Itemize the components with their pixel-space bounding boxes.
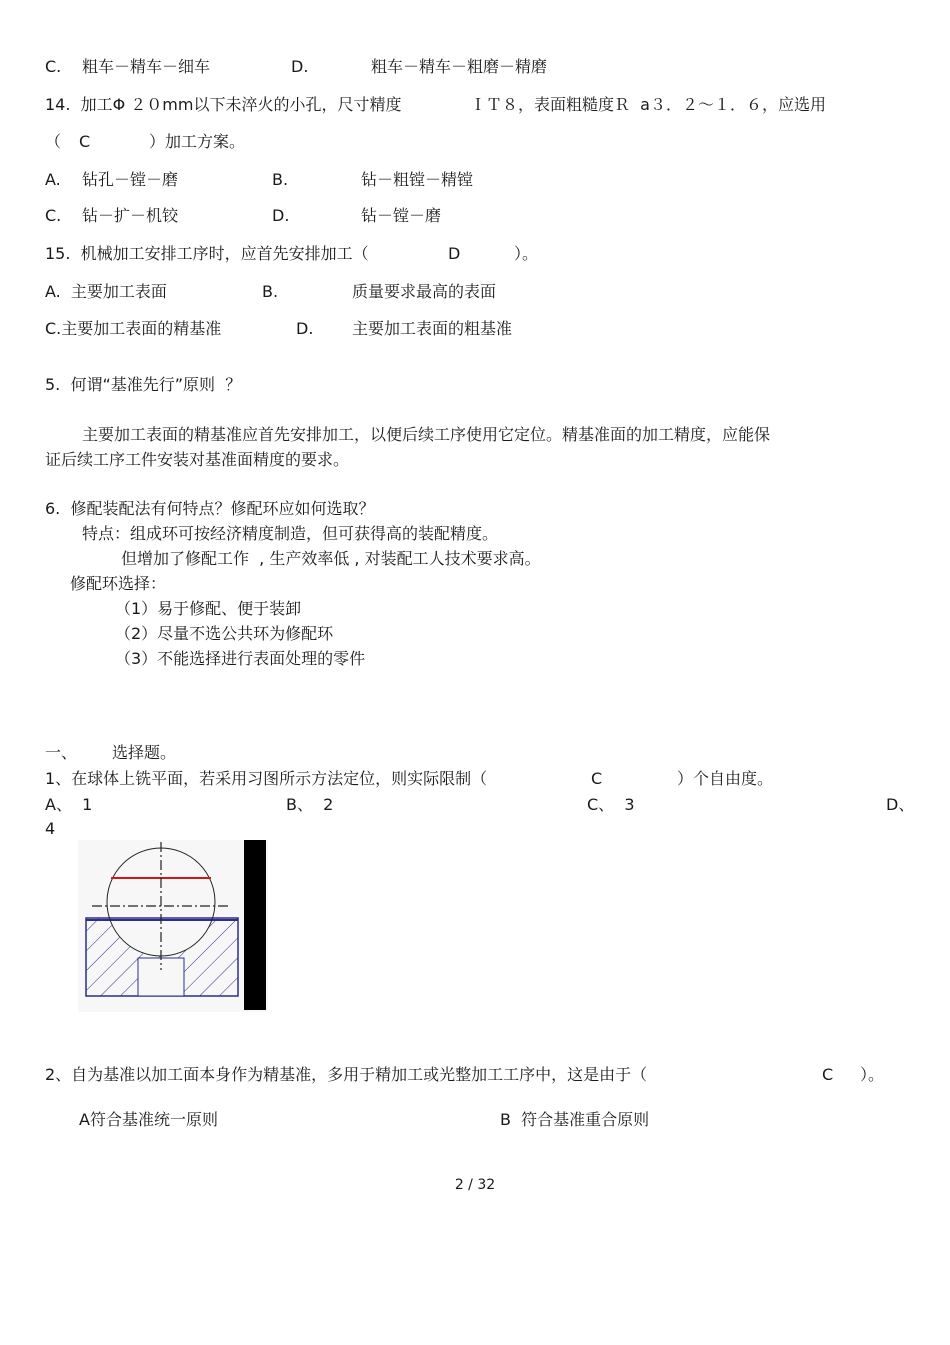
q14-option-a-label: A. bbox=[45, 170, 61, 189]
sphere-fixture-figure bbox=[78, 840, 268, 1016]
q14-option-d-label: D. bbox=[272, 206, 290, 225]
q15-stem: 15. 机械加工安排工序时，应首先安排加工（ bbox=[45, 244, 369, 263]
p1-q1-option-a: A、 1 bbox=[45, 795, 93, 814]
s6-choice-item: （1）易于修配、便于装卸 bbox=[115, 599, 302, 618]
part1-heading-number: 一、 bbox=[45, 743, 78, 762]
q15-option-c: C.主要加工表面的精基准 bbox=[45, 319, 222, 338]
q15-option-a: A. 主要加工表面 bbox=[45, 282, 167, 301]
q15-option-b-text: 质量要求最高的表面 bbox=[352, 282, 497, 301]
p1-q1-option-d-label: D、 bbox=[886, 795, 915, 814]
s6-choice-item: （2）尽量不选公共环为修配环 bbox=[115, 624, 334, 643]
p1-q2-answer: C bbox=[822, 1065, 834, 1084]
p1-q2-stem: 2、自为基准以加工面本身作为精基准，多用于精加工或光整加工工序中，这是由于（ bbox=[45, 1065, 648, 1084]
q14-option-c-text: 钻－扩－机铰 bbox=[82, 206, 179, 225]
q13-option-c-label: C. bbox=[45, 57, 62, 76]
q13-option-c-text: 粗车－精车－细车 bbox=[82, 57, 211, 76]
s6-feature-line2: 但增加了修配工作 , 生产效率低 , 对装配工人技术要求高。 bbox=[121, 549, 541, 568]
q13-option-d-text: 粗车－精车－粗磨－精磨 bbox=[371, 57, 548, 76]
q14-option-b-text: 钻－粗镗－精镗 bbox=[361, 170, 474, 189]
s6-question: 6. 修配装配法有何特点？修配环应如何选取？ bbox=[45, 499, 375, 518]
p1-q1-option-b: B、 2 bbox=[286, 795, 334, 814]
p1-q1-answer: C bbox=[591, 769, 603, 788]
q13-option-d-label: D. bbox=[291, 57, 309, 76]
p1-q2-close: ）。 bbox=[860, 1065, 885, 1084]
q14-stem-line1b: ＩＴ８，表面粗糙度Ｒ a３．２～１．６，应选用 bbox=[470, 95, 826, 114]
q14-option-d-text: 钻－镗－磨 bbox=[361, 206, 442, 225]
q14-option-b-label: B. bbox=[272, 170, 289, 189]
page-number: 2 / 32 bbox=[454, 1177, 496, 1193]
p1-q1-option-c: C、 3 bbox=[587, 795, 635, 814]
q15-option-d-label: D. bbox=[296, 319, 314, 338]
q15-option-d-text: 主要加工表面的粗基准 bbox=[352, 319, 513, 338]
p1-q2-option-a: A符合基准统一原则 bbox=[79, 1110, 218, 1129]
s5-answer-line2: 证后续工序工件安装对基准面精度的要求。 bbox=[45, 450, 350, 469]
s5-answer-line1: 主要加工表面的精基准应首先安排加工，以便后续工序使用它定位。精基准面的加工精度，应能保 bbox=[82, 425, 771, 444]
p1-q1-close: ）个自由度。 bbox=[677, 769, 774, 788]
q15-paren-close: ）。 bbox=[514, 244, 539, 263]
q14-stem-line1: 14. 加工Φ ２０mm以下未淬火的小孔，尺寸精度 bbox=[45, 95, 402, 114]
s6-choice-item: （3）不能选择进行表面处理的零件 bbox=[115, 649, 366, 668]
p1-q2-option-b: B 符合基准重合原则 bbox=[500, 1110, 650, 1129]
q15-answer: D bbox=[448, 244, 461, 263]
q14-option-a-text: 钻孔－镗－磨 bbox=[82, 170, 179, 189]
q14-paren-open: （ bbox=[45, 132, 62, 151]
q14-paren-close: ）加工方案。 bbox=[149, 132, 246, 151]
p1-q1-option-d-value: 4 bbox=[45, 819, 56, 838]
q15-option-b-label: B. bbox=[262, 282, 279, 301]
s5-question: 5. 何谓“基准先行”原则 ？ bbox=[45, 375, 242, 394]
p1-q1-stem: 1、在球体上铣平面，若采用习图所示方法定位，则实际限制（ bbox=[45, 769, 488, 788]
q14-answer: C bbox=[79, 132, 91, 151]
s6-feature-line1: 特点：组成环可按经济精度制造，但可获得高的装配精度。 bbox=[82, 524, 499, 543]
s6-choice-title: 修配环选择： bbox=[70, 574, 167, 593]
part1-heading-text: 选择题。 bbox=[112, 743, 177, 762]
q14-option-c-label: C. bbox=[45, 206, 62, 225]
